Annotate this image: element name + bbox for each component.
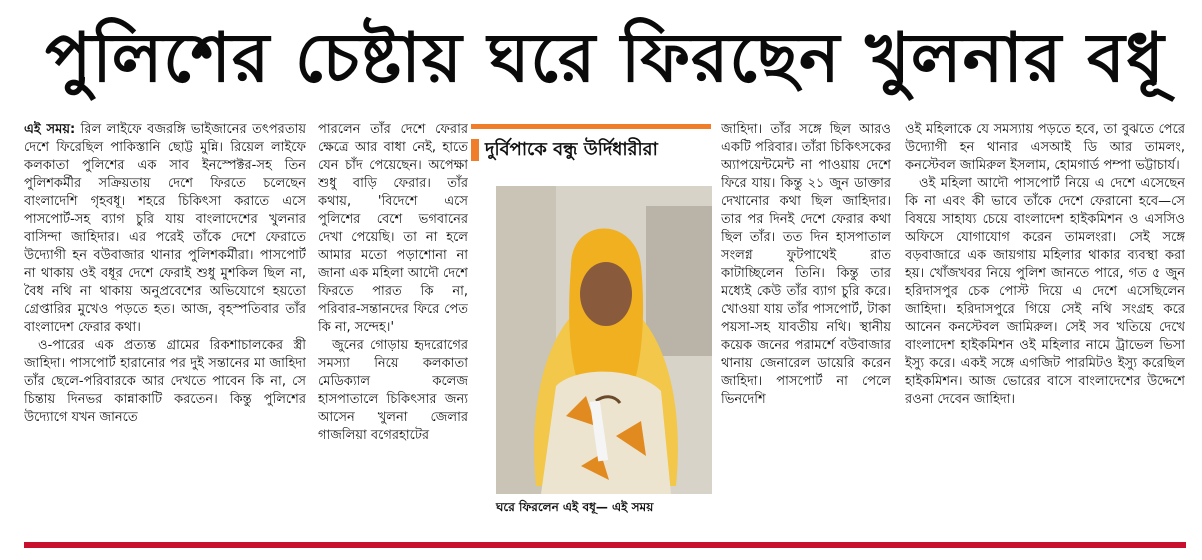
article-column-1 [24,121,306,521]
article-column-3 [721,121,891,521]
paragraph: জুনের গোড়ায় হৃদরোগের সমস্যা নিয়ে কলকাতা মেডিক্যাল কলেজ হাসপাতালে চিকিৎসার জন্য আসেন খুলনা জেলার গাজলিয়া বগেরহাটের [318,338,468,443]
paragraph: ওই মহিলা আদৌ পাসপোর্ট নিয়ে এ দেশে এসেছেন কি না এবং কী ভাবে তাঁকে দেশে ফেরানো হবে—সে বিষয়ে সাহায্য চেয়ে বাংলাদেশ হাইকমিশন ও এসসিও অফিসে যোগাযোগ করেন তামলংরা। সেই সঙ্গে বড়বাজারে এক জায়গায় মহিলার থাকার ব্যবস্থা করা হয়। খোঁজখবর নিয়ে পুলিশ জানতে পারে, গত ৫ জুন হরিদাসপুর চেক পোস্ট দিয়ে এ দেশে এসেছিলেন জাহিদা। হরিদাসপুরে গিয়ে সেই নথি সংগ্রহ করে আনেন কনস্টেবল জামিরুল। সেই সব খতিয়ে দেখে বাংলাদেশ হাইকমিশন ওই মহিলার নামে ট্রাভেল ভিসা ইস্যু করে। একই সঙ্গে এগজিট পারমিটও ইস্যু করেছিল হাইকমিশন। আজ ভোরের বাসে বাংলাদেশের উদ্দেশে রওনা দেবেন জাহিদা। [905,176,1185,407]
paragraph: পারলেন তাঁর দেশে ফেরার ক্ষেত্রে আর বাধা নেই, হাতে যেন চাঁদ পেয়েছেন। অপেক্ষা শুধু বাড়ি ফেরার। তাঁর কথায়, 'বিদেশে এসে পুলিশের বেশে ভগবানের দেখা পেয়েছি। তা না হলে আমার মতো পড়াশোনা না জানা এক মহিলা আদৌ দেশে ফিরতে পারত কি না, পরিবার-সন্তানদের ফিরে পেত কি না, সন্দেহ।' [318,122,468,335]
paragraph-text: রিল লাইফে বজরঙ্গি ভাইজানের তৎপরতায় দেশে ফিরেছিল পাকিস্তানি ছোট্ট মুন্নি। রিয়েল লাইফে কলকাতা পুলিশের এক সাব ইনস্পেক্টর-সহ তিন পুলিশকর্মীর সক্রিয়তায় দেশে ফিরতে চলেছেন বাংলাদেশি গৃহবধূ। শহরে চিকিৎসা করাতে এসে পাসপোর্ট-সহ ব্যাগ চুরি যায় বাংলাদেশের খুলনার বাসিন্দা জাহিদার। এর পরেই তাঁকে দেশে ফেরাতে উদ্যোগী হন বউবাজার থানার পুলিশকর্মীরা। পাসপোর্ট না থাকায় ওই বধূর দেশে ফেরাই শুধু মুশকিল ছিল না, বৈধ নথি না থাকায় অনুপ্রবেশের অভিযোগে হয়তো গ্রেপ্তারির মুখেও পড়তে হত। আজ, বৃহস্পতিবার তাঁর বাংলাদেশ ফেরার কথা। [24,122,306,335]
photo-caption: ঘরে ফিরলেন এই বধূ— এই সময় [496,500,654,514]
dateline: এই সময়: [24,122,76,137]
headline: পুলিশের চেষ্টায় ঘরে ফিরছেন খুলনার বধূ [45,18,1165,98]
paragraph: জাহিদা। তাঁর সঙ্গে ছিল আরও একটি পরিবার। তাঁরা চিকিৎসকের অ্যাপয়েন্টমেন্ট না পাওয়ায় দেশে ফিরে যায়। কিন্তু ২১ জুন ডাক্তার দেখানোর কথা ছিল জাহিদার। তার পর দিনই দেশে ফেরার কথা ছিল তাঁর। তত দিন হাসপাতাল সংলগ্ন ফুটপাথেই রাত কাটাচ্ছিলেন তিনি। কিন্তু তার মধ্যেই কেউ তাঁর ব্যাগ চুরি করে। খোওয়া যায় তাঁর পাসপোর্ট, টাকা পয়সা-সহ যাবতীয় নথি। স্থানীয় কয়েক জনের পরামর্শে বউবাজার থানায় জেনারেল ডায়েরি করেন জাহিদা। পাসপোর্ট না পেলে ভিনদেশি [721,122,891,407]
bottom-rule [24,542,1186,548]
article-column-4 [905,121,1185,521]
photo-illustration [496,186,712,494]
paragraph: ও-পারের এক প্রত্যন্ত গ্রামের রিকশাচালকের স্ত্রী জাহিদা। পাসপোর্ট হারানোর পর দুই সন্তানের মা জাহিদা তাঁর ছেলে-পরিবারকে আর দেখতে পাবেন কি না, সে চিন্তায় দিনভর কান্নাকাটি করতেন। কিন্তু পুলিশের উদ্যোগে যখন জানতে [24,338,306,425]
news-photo [496,186,712,494]
paragraph: ওই মহিলাকে যে সমস্যায় পড়তে হবে, তা বুঝতে পেরে উদ্যোগী হন থানার এসআই ডি আর তামলং, কনস্টেবল জামিরুল ইসলাম, হোমগার্ড পম্পা ভট্টাচার্য। [905,122,1185,173]
sub-headline [471,124,711,166]
article-column-2 [318,121,468,521]
kicker-bar [471,139,479,161]
sub-headline-text: দুর্বিপাকে বন্ধু উর্দিধারীরা [485,139,658,160]
paragraph [24,121,306,337]
